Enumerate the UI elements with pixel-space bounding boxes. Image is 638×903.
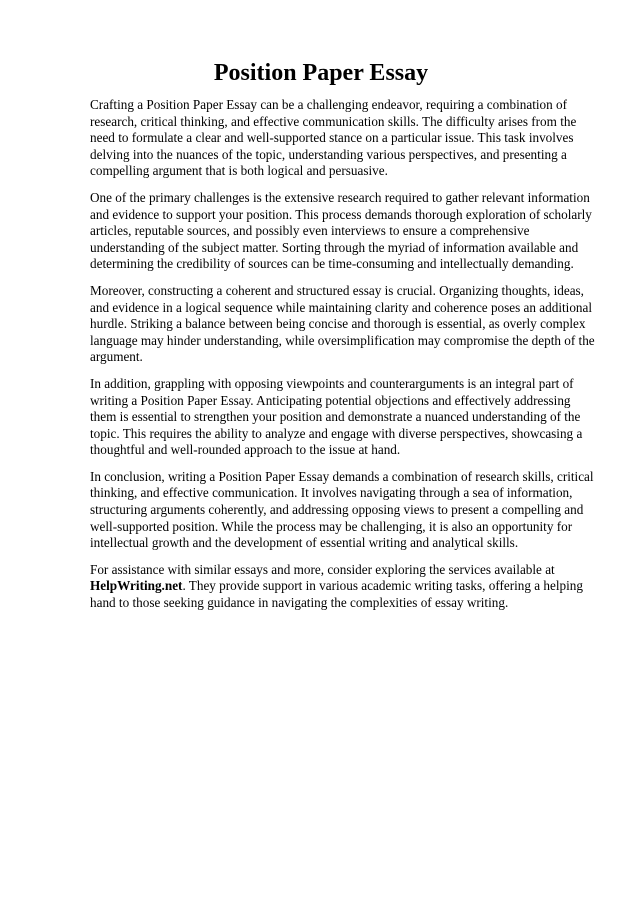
paragraph-closing: [90, 562, 598, 612]
paragraph-structure: Moreover, constructing a coherent and structured essay is crucial. Organizing thoughts, ideas, and evidence in a logical sequence while maintaining clarity and coherence poses an additional hurdle. Striking a balance between being concise and thorough is essential, as overly complex language may hinder understanding, while oversimplification may compromise the depth of the argument.: [90, 282, 595, 365]
paragraph-conclusion: In conclusion, writing a Position Paper Essay demands a combination of research skills, critical thinking, and effective communication. It involves navigating through a sea of information, structuring arguments coherently, and addressing opposing views to present a compelling and well-supported position. While the process may be challenging, it is also an opportunity for intellectual growth and the development of essential writing and analytical skills.: [90, 468, 594, 551]
page-title: Position Paper Essay: [213, 60, 429, 86]
paragraph-research: One of the primary challenges is the extensive research required to gather relevant information and evidence to support your position. This process demands thorough exploration of scholarly articles, reputable sources, and possibly even interviews to ensure a comprehensive understanding of the subject matter. Sorting through the myriad of information available and determining the credibility of sources can be time-consuming and intellectually demanding.: [90, 189, 592, 272]
paragraph-intro: Crafting a Position Paper Essay can be a challenging endeavor, requiring a combination of research, critical thinking, and effective communication skills. The difficulty arises from the need to formulate a clear and well-supported stance on a particular issue. This task involves delving into the nuances of the topic, understanding various perspectives, and presenting a compelling argument that is both logical and persuasive.: [90, 97, 577, 179]
closing-text-before: For assistance with similar essays and more, consider exploring the services available at: [90, 561, 555, 577]
paragraph-counterarguments: In addition, grappling with opposing viewpoints and counterarguments is an integral part of writing a Position Paper Essay. Anticipating potential objections and effectively addressing them is essential to strengthen your position and demonstrate a nuanced understanding of the topic. This requires the ability to analyze and engage with diverse perspectives, showcasing a thoughtful and well-rounded approach to the issue at hand.: [90, 375, 583, 458]
closing-text-after: . They provide support in various academic writing tasks, offering a helping hand to those seeking guidance in navigating the complexities of essay writing.: [90, 578, 583, 611]
helpwriting-link[interactable]: HelpWriting.net: [90, 578, 183, 594]
